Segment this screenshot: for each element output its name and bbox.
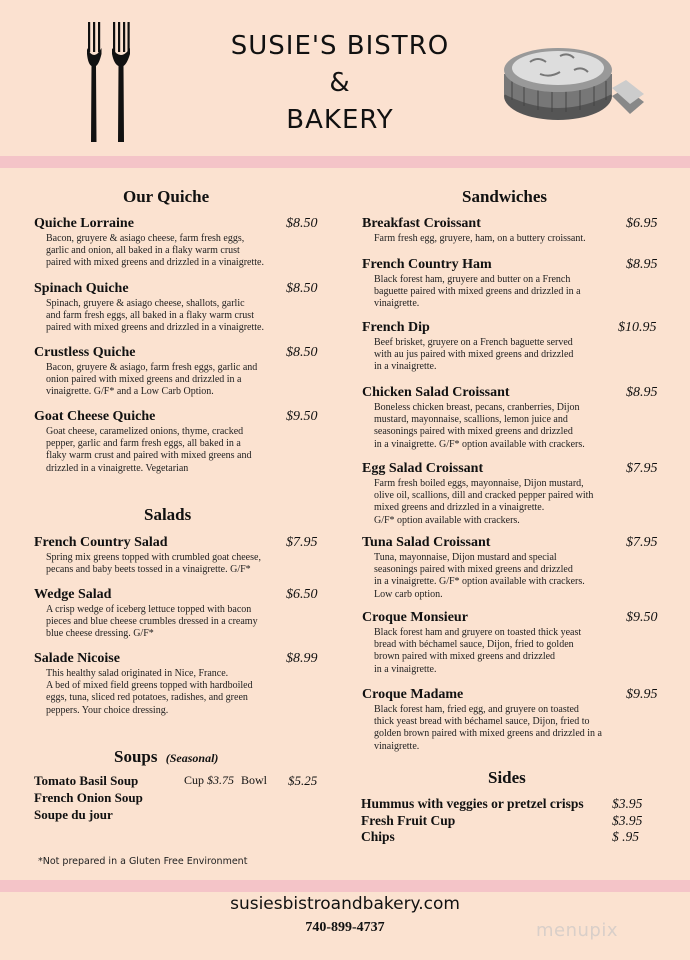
title-line-2: & xyxy=(329,68,351,98)
soups-subtitle: (Seasonal) xyxy=(165,751,219,765)
item-description xyxy=(374,274,662,311)
menu-item xyxy=(34,344,324,399)
side-item xyxy=(361,813,651,830)
desc-line: G/F* option available with crackers. xyxy=(374,514,520,526)
soups-title: Soups xyxy=(114,747,158,766)
desc-line: pecans and baby beets tossed in a vinaigrette. G/F* xyxy=(46,564,251,576)
soup-name: Tomato Basil Soup xyxy=(34,773,139,788)
item-description xyxy=(374,337,662,374)
item-name: Salade Nicoise xyxy=(34,651,120,666)
desc-line: bread with béchamel sauce, Dijon, fried to golden xyxy=(374,639,574,651)
menu-item xyxy=(362,319,662,374)
desc-line: onion paired with mixed greens and drizzled in a xyxy=(46,374,242,386)
item-price: $8.50 xyxy=(286,216,318,231)
item-name: Croque Monsieur xyxy=(362,610,468,625)
desc-line: eggs, tuna, sliced red potatoes, radishes, and green xyxy=(46,692,248,704)
desc-line: and farm fresh eggs, all baked in a flaky warm crust xyxy=(46,310,254,322)
footer-divider xyxy=(0,880,690,892)
item-description xyxy=(374,478,662,527)
desc-line: in a vinaigrette. G/F* option available with crackers. xyxy=(374,438,585,450)
fork-icon xyxy=(86,22,132,144)
menu-item xyxy=(362,686,662,753)
quiche-pie-icon xyxy=(500,26,650,138)
desc-line: This healthy salad originated in Nice, France. xyxy=(46,668,229,679)
desc-line: Tuna, mayonnaise, Dijon mustard and special xyxy=(374,552,557,563)
soup-sizes xyxy=(184,772,267,789)
item-price: $8.99 xyxy=(286,651,318,666)
side-item xyxy=(361,829,651,846)
item-name: Wedge Salad xyxy=(34,587,112,602)
cup-price: $3.75 xyxy=(207,773,235,787)
desc-line: vinaigrette. xyxy=(374,298,420,310)
sides-list xyxy=(361,796,651,846)
side-name: Fresh Fruit Cup xyxy=(361,812,456,828)
soup-item xyxy=(34,772,324,789)
desc-line: Farm fresh boiled eggs, mayonnaise, Dijon mustard, xyxy=(374,478,584,489)
desc-line: mixed greens and drizzled in a vinaigrette. xyxy=(374,502,545,514)
desc-line: seasonings paired with mixed greens and drizzled xyxy=(374,426,573,438)
desc-line: A crisp wedge of iceberg lettuce topped with bacon xyxy=(46,604,252,615)
header-divider xyxy=(0,156,690,168)
desc-line: Black forest ham, fried egg, and gruyere on toasted xyxy=(374,704,579,715)
desc-line: thick yeast bread with béchamel sauce, Dijon, fried to xyxy=(374,716,590,728)
item-price: $9.95 xyxy=(626,687,658,702)
item-description xyxy=(46,233,324,270)
restaurant-title xyxy=(210,28,470,139)
desc-line: Farm fresh egg, gruyere, ham, on a buttery croissant. xyxy=(374,233,586,244)
menu-item xyxy=(34,280,324,335)
bowl-price: $5.25 xyxy=(288,773,318,788)
phone-number[interactable]: 740-899-4737 xyxy=(305,920,385,935)
item-name: Chicken Salad Croissant xyxy=(362,385,510,400)
soup-item xyxy=(34,806,324,823)
item-name: French Dip xyxy=(362,320,430,335)
item-description xyxy=(46,552,324,576)
desc-line: golden brown paired with mixed greens and drizzled in a xyxy=(374,728,602,740)
soups-list xyxy=(34,772,324,823)
side-price: $3.95 xyxy=(612,812,643,828)
desc-line: Boneless chicken breast, pecans, cranberries, Dijon xyxy=(374,402,580,413)
desc-line: olive oil, scallions, dill and cracked pepper paired with xyxy=(374,490,594,502)
item-description xyxy=(374,233,662,245)
item-description xyxy=(46,426,324,475)
side-name: Chips xyxy=(361,829,395,844)
item-price: $8.95 xyxy=(626,385,658,400)
menu-item xyxy=(362,384,662,451)
menu-item xyxy=(362,534,662,601)
item-description xyxy=(46,298,324,335)
item-description xyxy=(374,402,662,451)
desc-line: Bacon, gruyere & asiago, farm fresh eggs, garlic and xyxy=(46,362,258,373)
bowl-label: Bowl xyxy=(241,773,268,787)
quiche-section-title: Our Quiche xyxy=(123,187,210,206)
desc-line: flaky warm crust and paired with mixed greens and xyxy=(46,450,252,462)
desc-line: Black forest ham, gruyere and butter on a French xyxy=(374,274,571,285)
item-price: $6.95 xyxy=(626,216,658,231)
menu-item xyxy=(34,650,324,717)
menu-item xyxy=(362,460,662,527)
desc-line: in a vinaigrette. xyxy=(374,361,437,373)
menu-item xyxy=(34,215,324,270)
desc-line: mustard, mayonnaise, scallions, lemon juice and xyxy=(374,414,568,426)
desc-line: Bacon, gruyere & asiago cheese, farm fresh eggs, xyxy=(46,233,245,244)
desc-line: Spring mix greens topped with crumbled goat cheese, xyxy=(46,552,261,563)
item-description xyxy=(46,604,324,641)
title-line-1: SUSIE'S BISTRO xyxy=(230,31,450,61)
item-name: Breakfast Croissant xyxy=(362,216,481,231)
item-description xyxy=(46,362,324,399)
item-name: Egg Salad Croissant xyxy=(362,461,484,476)
desc-line: pieces and blue cheese crumbles dressed in a creamy xyxy=(46,616,258,628)
side-name: Hummus with veggies or pretzel crisps xyxy=(361,796,584,811)
item-price: $9.50 xyxy=(286,409,318,424)
desc-line: pepper, garlic and farm fresh eggs, all baked in a xyxy=(46,438,241,450)
item-price: $7.95 xyxy=(626,461,658,476)
salads-section-title: Salads xyxy=(144,505,192,524)
website-link[interactable]: susiesbistroandbakery.com xyxy=(230,894,460,914)
desc-line: blue cheese dressing. G/F* xyxy=(46,628,154,640)
item-name: Quiche Lorraine xyxy=(34,216,134,231)
side-item xyxy=(361,796,651,813)
desc-line: brown paired with mixed greens and drizzled xyxy=(374,651,556,663)
desc-line: peppers. Your choice dressing. xyxy=(46,704,169,716)
menu-item xyxy=(34,586,324,641)
item-price: $8.50 xyxy=(286,281,318,296)
menu-item xyxy=(362,215,662,245)
item-price: $6.50 xyxy=(286,587,318,602)
desc-line: paired with mixed greens and drizzled in a vinaigrette. xyxy=(46,257,264,269)
menu-item xyxy=(362,256,662,311)
soup-name: French Onion Soup xyxy=(34,790,143,805)
item-description xyxy=(46,668,324,717)
item-price: $8.95 xyxy=(626,257,658,272)
menupix-watermark: menupix xyxy=(536,920,619,941)
menu-item xyxy=(34,534,324,576)
item-price: $8.50 xyxy=(286,345,318,360)
soup-item xyxy=(34,789,324,806)
item-name: Goat Cheese Quiche xyxy=(34,409,156,424)
item-name: French Country Ham xyxy=(362,257,492,272)
item-name: Tuna Salad Croissant xyxy=(362,535,491,550)
side-price: $3.95 xyxy=(612,796,643,811)
item-name: Crustless Quiche xyxy=(34,345,136,360)
item-description xyxy=(374,552,662,601)
desc-line: Goat cheese, caramelized onions, thyme, cracked xyxy=(46,426,244,437)
gluten-footnote: *Not prepared in a Gluten Free Environment xyxy=(38,856,248,867)
menu-item xyxy=(34,408,324,475)
desc-line: seasonings paired with mixed greens and drizzled xyxy=(374,564,573,576)
item-description xyxy=(374,704,662,753)
title-line-3: BAKERY xyxy=(286,105,394,135)
item-name: Croque Madame xyxy=(362,687,464,702)
side-price: $ .95 xyxy=(612,829,639,844)
soups-section-title xyxy=(114,747,218,767)
desc-line: garlic and onion, all baked in a flaky warm crust xyxy=(46,245,240,257)
desc-line: in a vinaigrette. G/F* option available with crackers. xyxy=(374,576,585,588)
sides-section-title: Sides xyxy=(488,768,526,787)
item-price: $10.95 xyxy=(618,320,657,335)
desc-line: vinaigrette. G/F* and a Low Carb Option. xyxy=(46,386,214,398)
desc-line: vinaigrette. xyxy=(374,740,420,752)
desc-line: paired with mixed greens and drizzled in a vinaigrette. xyxy=(46,322,264,334)
desc-line: baguette paired with mixed greens and drizzled in a xyxy=(374,286,581,298)
desc-line: A bed of mixed field greens topped with hardboiled xyxy=(46,680,253,692)
desc-line: drizzled in a vinaigrette. Vegetarian xyxy=(46,462,189,474)
cup-label: Cup xyxy=(184,773,205,787)
item-name: French Country Salad xyxy=(34,535,168,550)
item-name: Spinach Quiche xyxy=(34,281,129,296)
desc-line: in a vinaigrette. xyxy=(374,663,437,675)
desc-line: Low carb option. xyxy=(374,588,443,600)
item-description xyxy=(374,627,662,676)
item-price: $9.50 xyxy=(626,610,658,625)
menu-item xyxy=(362,609,662,676)
item-price: $7.95 xyxy=(286,535,318,550)
desc-line: with au jus paired with mixed greens and drizzled xyxy=(374,349,574,361)
desc-line: Spinach, gruyere & asiago cheese, shallots, garlic xyxy=(46,298,245,309)
desc-line: Beef brisket, gruyere on a French baguette served xyxy=(374,337,573,348)
soup-name: Soupe du jour xyxy=(34,807,113,822)
item-price: $7.95 xyxy=(626,535,658,550)
sandwiches-section-title: Sandwiches xyxy=(462,187,548,206)
desc-line: Black forest ham and gruyere on toasted thick yeast xyxy=(374,627,582,638)
